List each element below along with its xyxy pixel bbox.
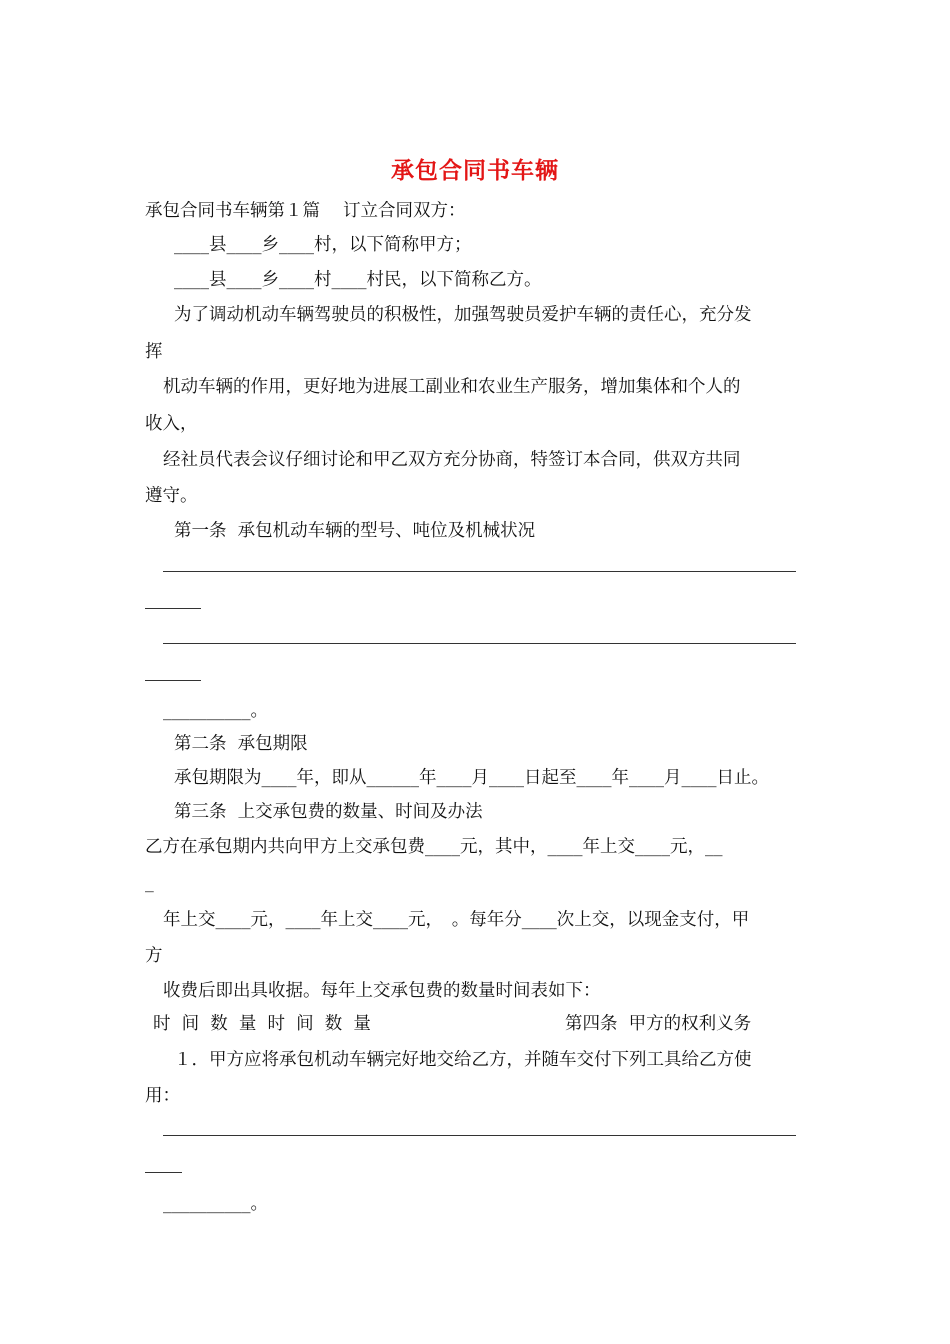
blank-line-end: __________。: [163, 1194, 268, 1214]
paragraph-line: 乙方在承包期内共向甲方上交承包费____元，其中，____年上交____元，__: [145, 837, 723, 857]
party-a-line: ____县____乡____村，以下简称甲方；: [174, 235, 472, 255]
intro-line: 承包合同书车辆第１篇 订立合同双方：: [145, 201, 466, 221]
paragraph-line: 遵守。: [145, 486, 198, 506]
paragraph-line: 收入，: [145, 414, 198, 434]
paragraph-line: 方: [145, 946, 163, 966]
paragraph-line: １．甲方应将承包机动车辆完好地交给乙方，并随车交付下列工具给乙方使: [174, 1050, 752, 1070]
paragraph-line: 经社员代表会议仔细讨论和甲乙双方充分协商，特签订本合同，供双方共同: [163, 450, 741, 470]
blank-rule: [145, 608, 201, 609]
blank-rule: [163, 1135, 796, 1136]
paragraph-line: 用：: [145, 1086, 180, 1106]
paragraph-line: 机动车辆的作用，更好地为进展工副业和农业生产服务，增加集体和个人的: [163, 377, 741, 397]
article-3-heading: 第三条 上交承包费的数量、时间及办法: [174, 802, 483, 822]
blank-line-end: __________。: [163, 701, 268, 721]
article-2-heading: 第二条 承包期限: [174, 734, 308, 754]
paragraph-line: 收费后即出具收据。每年上交承包费的数量时间表如下：: [163, 981, 601, 1001]
article-4-heading: 第四条 甲方的权利义务: [565, 1014, 752, 1034]
paragraph-line: 年上交____元，____年上交____元， 。每年分____次上交，以现金支付，甲: [163, 910, 750, 930]
blank-rule: [145, 680, 201, 681]
schedule-header: 时 间 数 量 时 间 数 量: [153, 1014, 371, 1034]
document-title: 承包合同书车辆: [391, 157, 559, 184]
term-line: 承包期限为____年，即从______年____月____日起至____年____月____日止。: [174, 768, 769, 788]
paragraph-line: 挥: [145, 342, 163, 362]
blank-rule: [163, 571, 796, 572]
paragraph-line: 为了调动机动车辆驾驶员的积极性，加强驾驶员爱护车辆的责任心，充分发: [174, 305, 752, 325]
blank-rule: [145, 1172, 182, 1173]
article-1-heading: 第一条 承包机动车辆的型号、吨位及机械状况: [174, 521, 536, 541]
blank-rule: [163, 643, 796, 644]
paragraph-line: _: [145, 873, 154, 893]
party-b-line: ____县____乡____村____村民，以下简称乙方。: [174, 270, 542, 290]
